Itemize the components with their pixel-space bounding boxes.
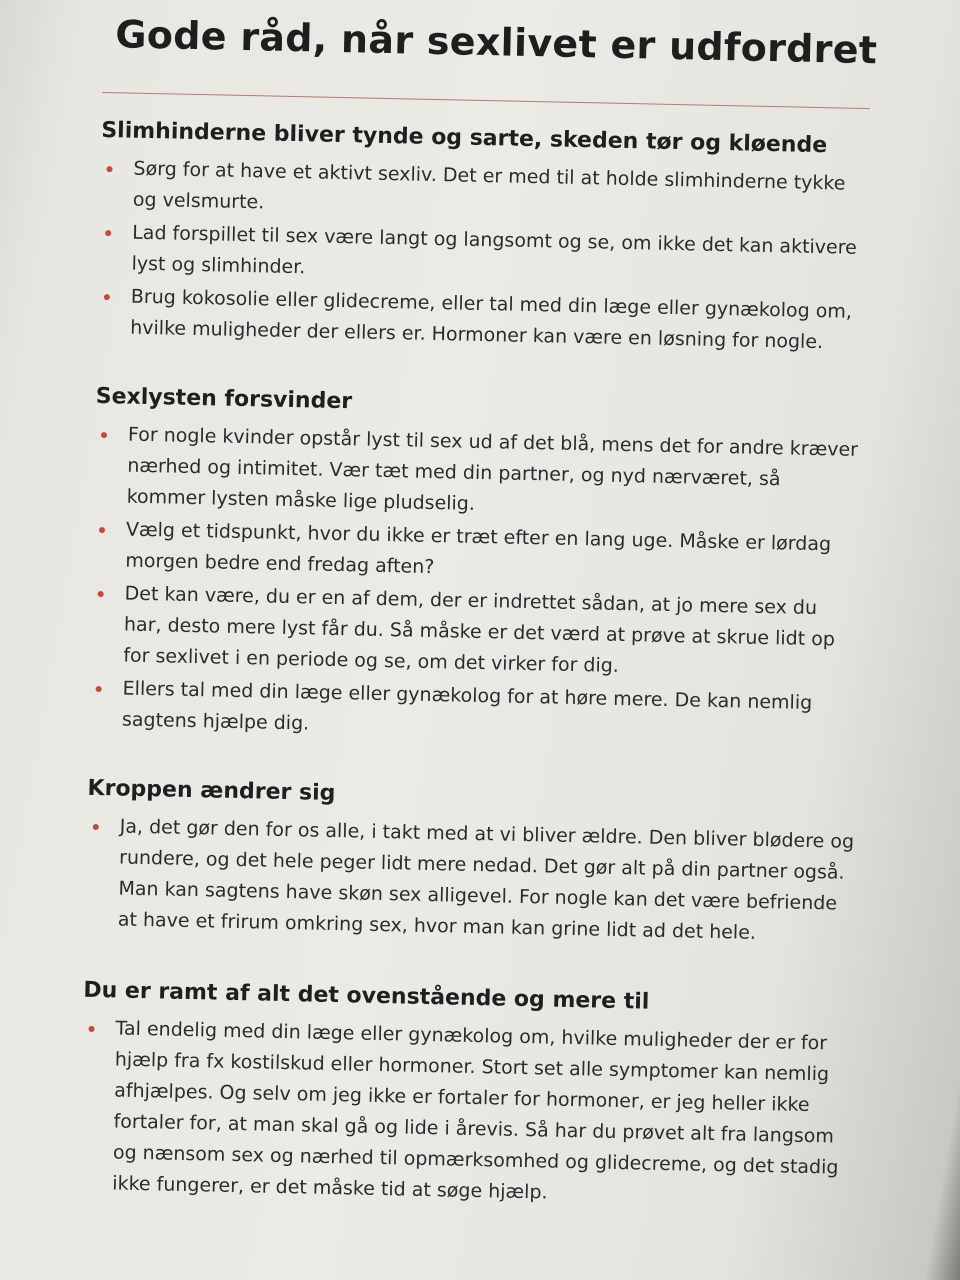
section-ramt-af-alt <box>79 975 852 1215</box>
bullet-text: Brug kokosolie eller glidecreme, eller tal med din læge eller gynækolog om, hvilke muligheder der ellers er. Hormoner kan være en løsning for nogle. <box>129 285 853 354</box>
section-kroppen <box>85 773 856 951</box>
bullet-text: Vælg et tidspunkt, hvor du ikke er træt efter en lang uge. Måske er lørdag morgen bedre end fredag aften? <box>125 518 832 579</box>
bullet-list <box>85 811 855 951</box>
bullet-item <box>93 419 863 528</box>
bullet-text: Lad forspillet til sex være langt og langsomt og se, om ikke det kan aktivere lyst og slimhinder. <box>131 221 858 279</box>
bullet-dot-icon <box>101 432 107 438</box>
section-sexlyst <box>89 381 864 751</box>
bullet-item <box>89 673 858 751</box>
bullet-dot-icon <box>104 294 110 300</box>
page-content <box>79 4 878 1217</box>
title-divider <box>102 92 870 109</box>
section-slimhinder <box>97 115 870 359</box>
bullet-text: Det kan være, du er en af dem, der er indrettet sådan, at jo mere sex du har, desto mere lyst får du. Så måske er det værd at prøve at skrue lidt op for sexlivet i en periode og se, om det virker for dig. <box>123 582 836 677</box>
bullet-item <box>97 281 866 359</box>
section-heading: Slimhinderne bliver tynde og sarte, skeden tør og kløende <box>101 117 828 159</box>
bullet-list <box>79 1013 851 1215</box>
bullet-list <box>89 419 863 751</box>
bullet-text: For nogle kvinder opstår lyst til sex ud af det blå, mens det for andre kræver nærhed og intimitet. Vær tæt med din partner, og nyd nærværet, så kommer lysten måske lige pludselig. <box>126 423 859 515</box>
bullet-dot-icon <box>106 166 112 172</box>
bullet-dot-icon <box>99 527 105 533</box>
section-heading: Du er ramt af alt det ovenstående og mere til <box>83 977 650 1015</box>
bullet-dot-icon <box>98 591 104 597</box>
bullet-item <box>79 1013 851 1215</box>
bullet-text: Ellers tal med din læge eller gynækolog for at høre mere. De kan nemlig sagtens hjælpe dig. <box>121 677 813 735</box>
page-title: Gode råd, når sexlivet er udfordret <box>114 12 878 73</box>
bullet-text: Ja, det gør den for os alle, i takt med at vi bliver ældre. Den bliver blødere og rundere, og det hele peger lidt mere nedad. Det gør alt på din partner også. Man kan sagtens have skøn sex alligevel. For nogle kan det være befriende at have et frirum omkring sex, hvor man kan grine lidt ad det hele. <box>117 815 855 944</box>
bullet-item <box>85 811 855 951</box>
bullet-list <box>97 153 869 359</box>
bullet-dot-icon <box>93 824 99 830</box>
bullet-dot-icon <box>96 686 102 692</box>
bullet-item <box>90 578 860 687</box>
bullet-dot-icon <box>105 230 111 236</box>
section-heading: Kroppen ændrer sig <box>87 775 336 807</box>
section-heading: Sexlysten forsvinder <box>95 383 353 415</box>
bullet-text: Tal endelig med din læge eller gynækolog om, hvilke muligheder der er for hjælp fra fx kostilskud eller hormoner. Stort set alle symptomer kan nemlig afhjælpes. Og selv om jeg ikke er fortaler for hormoner, er jeg heller ikke fortaler for, at man skal gå og lide i årevis. Så har du prøvet alt fra langsom og nænsom sex og nærhed til opmærksomhed og glidecreme, og det stadig ikke fungerer, er det måske tid at søge hjælp. <box>112 1017 839 1204</box>
bullet-dot-icon <box>88 1026 94 1032</box>
bullet-text: Sørg for at have et aktivt sexliv. Det er med til at holde slimhinderne tykke og velsmurte. <box>132 157 846 214</box>
